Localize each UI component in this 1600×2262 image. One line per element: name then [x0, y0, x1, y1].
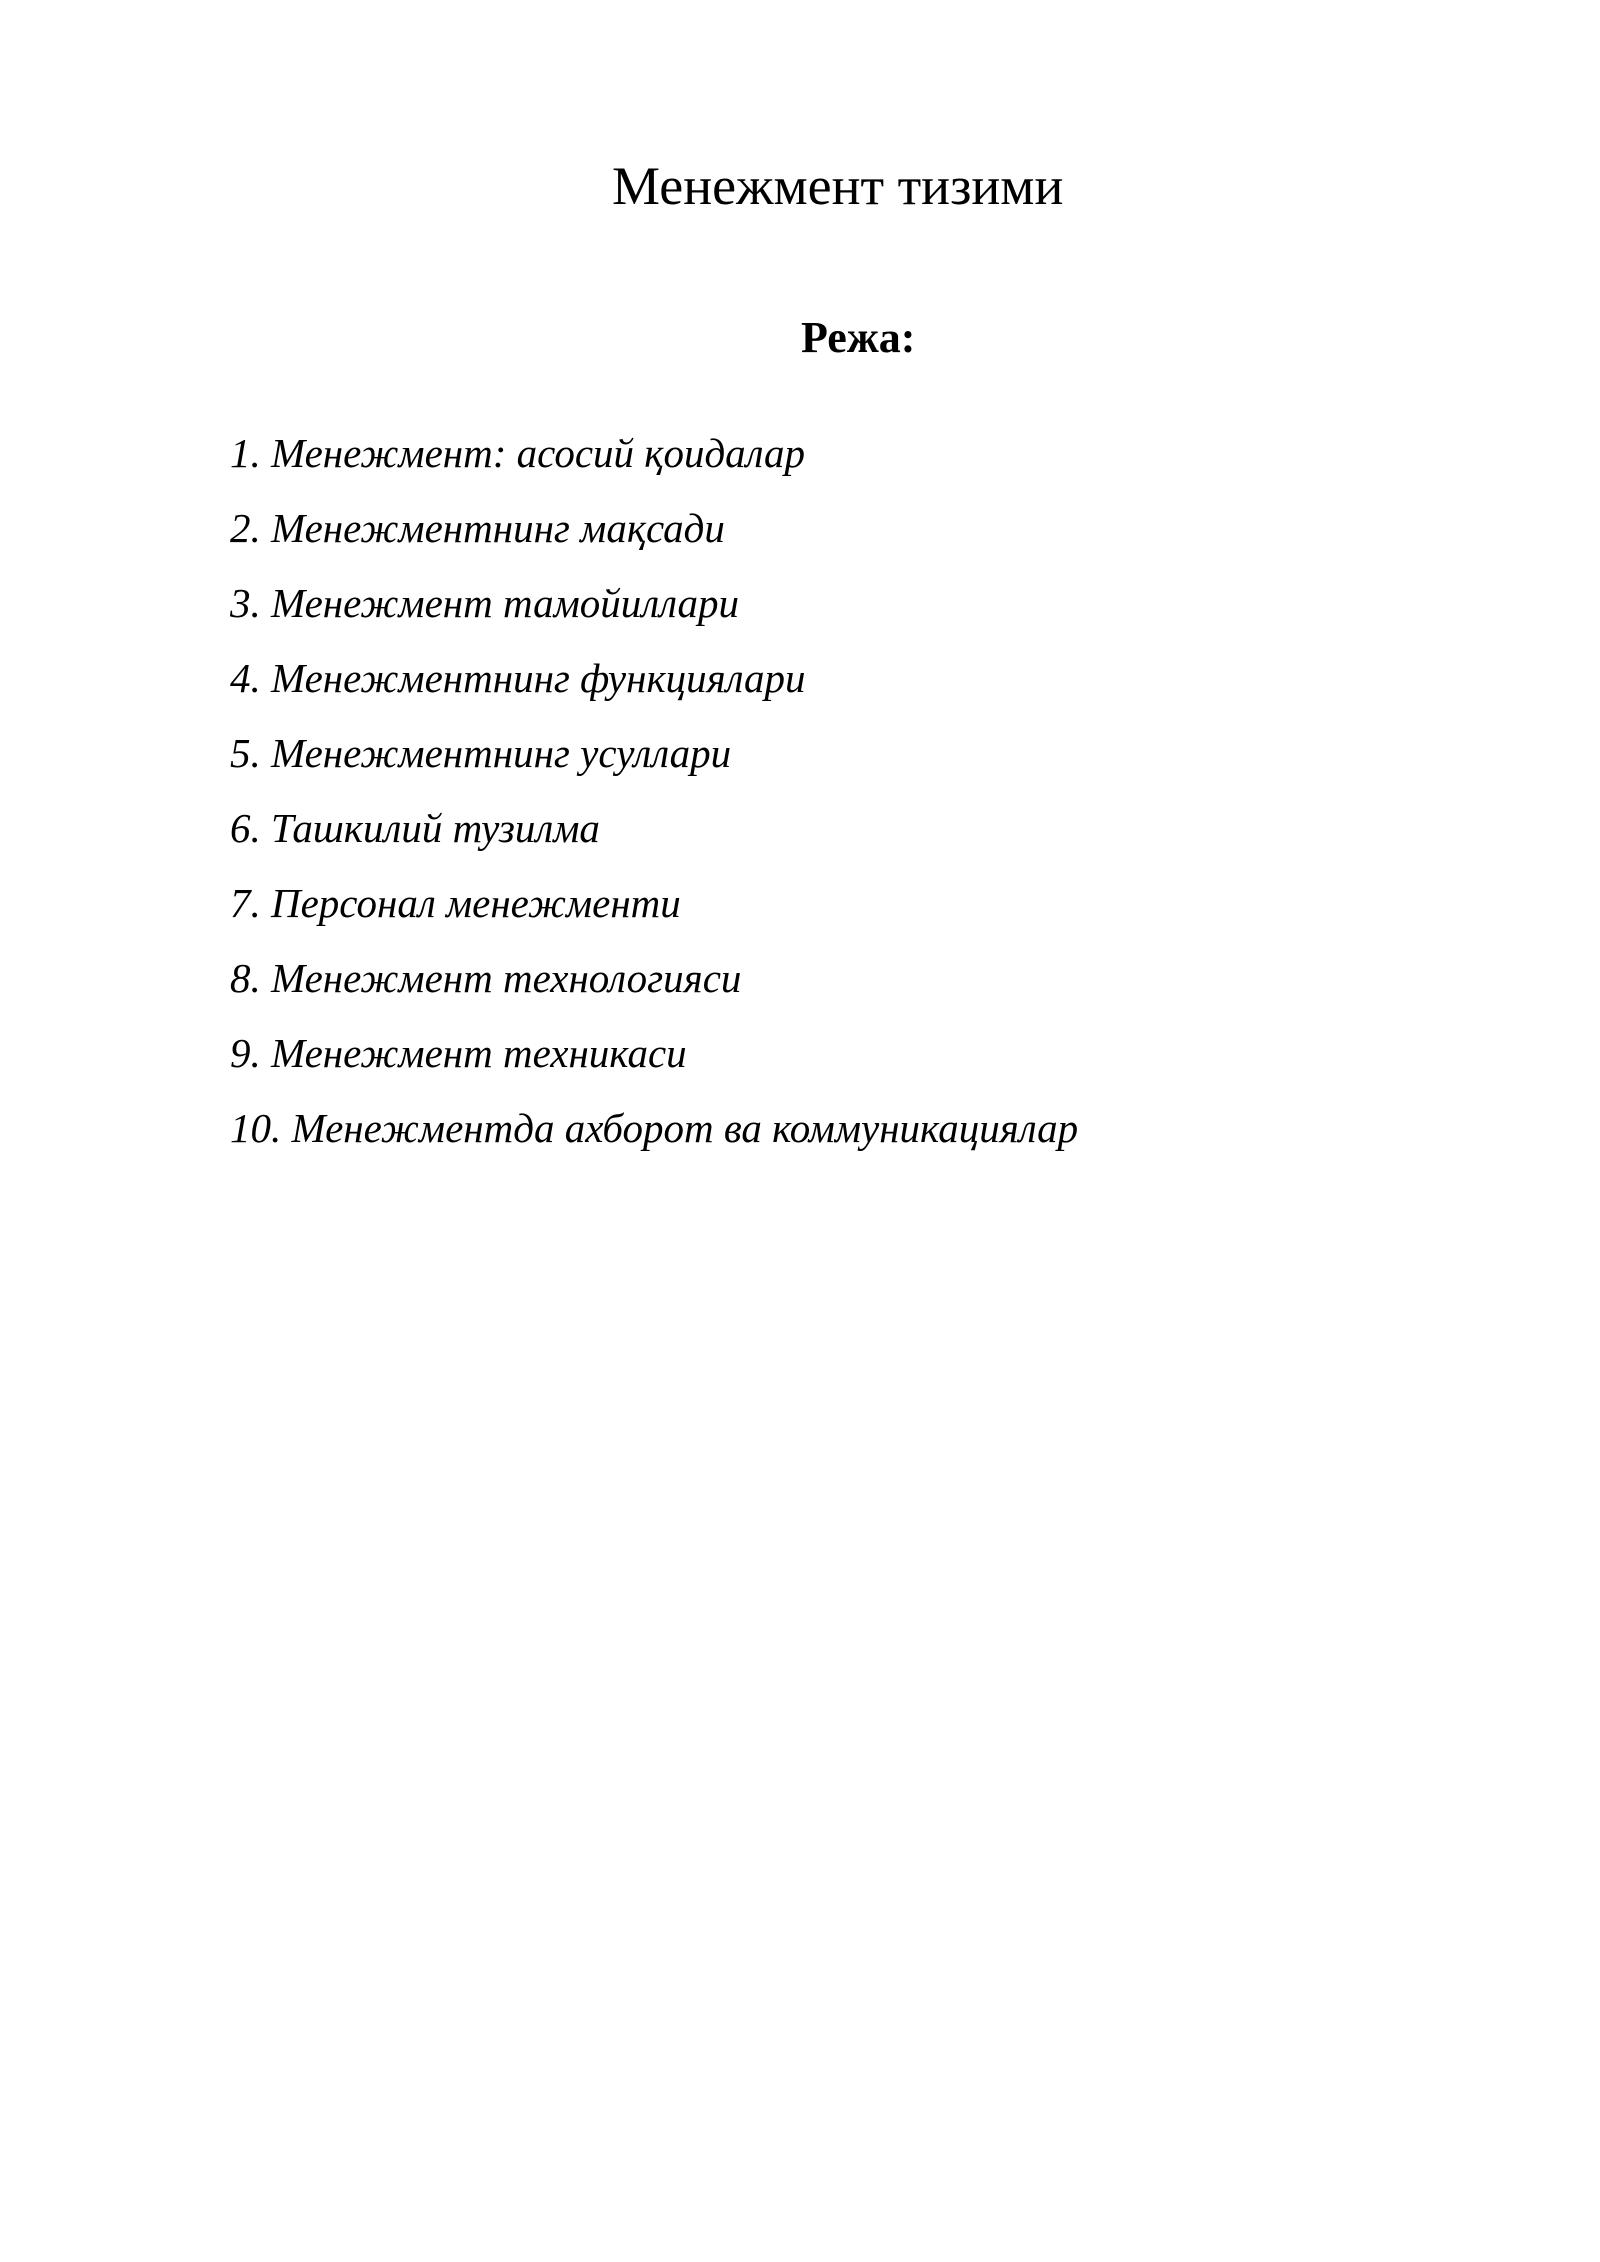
plan-item-1: 1. Менежмент: асосий қоидалар [230, 430, 806, 476]
plan-item-5: 5. Менежментнинг усуллари [230, 730, 732, 776]
plan-item-7: 7. Персонал менежменти [230, 880, 681, 926]
plan-item-4: 4. Менежментнинг функциялари [230, 655, 806, 701]
plan-item-3: 3. Менежмент тамойиллари [230, 580, 740, 626]
plan-item-6: 6. Ташкилий тузилма [230, 805, 600, 851]
plan-item-8: 8. Менежмент технологияси [230, 955, 742, 1001]
plan-list [230, 423, 1380, 1173]
page-title: Менежмент тизими [612, 156, 1064, 216]
plan-item-2: 2. Менежментнинг мақсади [230, 505, 725, 551]
plan-item-10: 10. Менежментда ахборот ва коммуникациялар [230, 1105, 1079, 1151]
plan-heading: Режа: [801, 313, 916, 362]
plan-item-9: 9. Менежмент техникаси [230, 1030, 687, 1076]
